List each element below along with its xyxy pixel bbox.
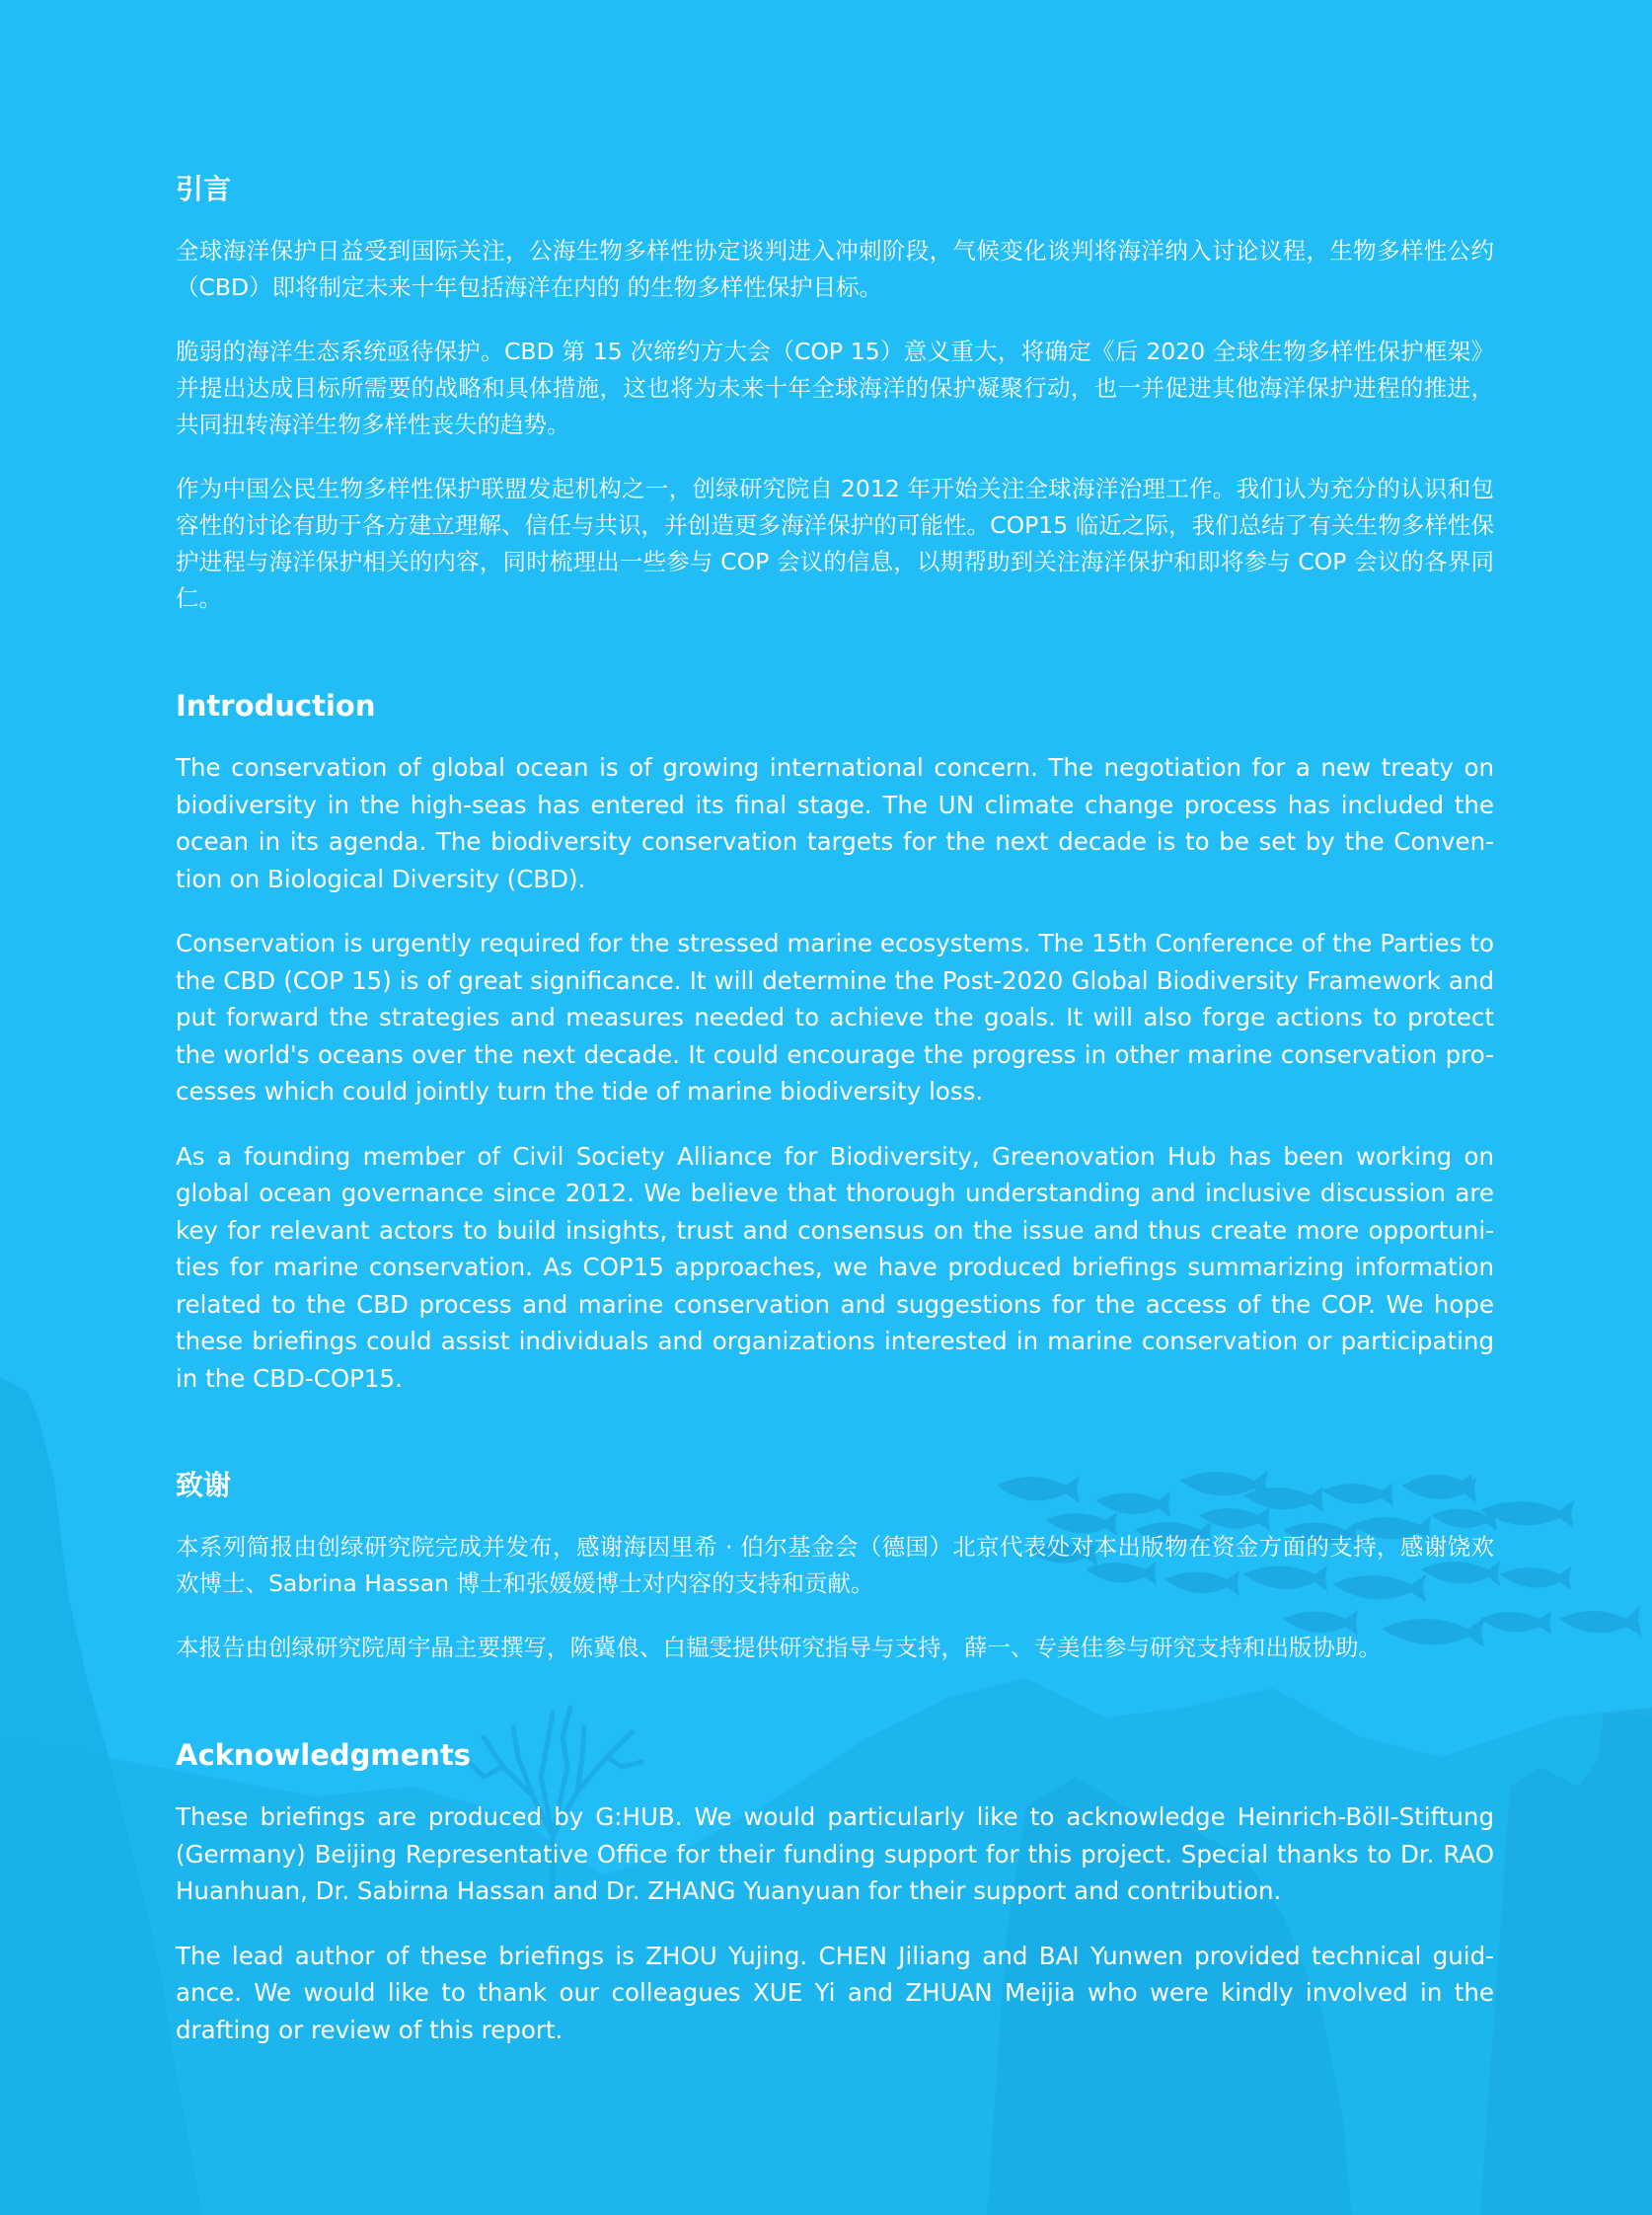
- paragraph: As a founding member of Civil Society Alliance for Biodiversity, Greenovation Hub has been working on global ocean governance since 2012. We believe that thorough understanding and inclusive discussion are key for relevant actors to build insights, trust and consensus on the issue and thus create more opportuni-ties for marine conservation. As COP15 approaches, we have produced briefings summarizing information related to the CBD process and marine conservation and suggestions for the access of the COP. We hope these briefings could assist individuals and organizations interested in marine conservation or participating in the CBD-COP15.: [176, 1141, 1494, 1393]
- paragraph: 本报告由创绿研究院周宇晶主要撰写，陈冀俍、白韫雯提供研究指导与支持，薛一、专美佳参与研究支持和出版协助。: [176, 1634, 1382, 1661]
- paragraph: 脆弱的海洋生态系统亟待保护。CBD 第 15 次缔约方大会（COP 15）意义重大，将确定《后 2020 全球生物多样性保护框架》并提出达成目标所需要的战略和具体措施，这也将为未来十年全球海洋的保护凝聚行动，也一并促进其他海洋保护进程的推进，共同扭转海洋生物多样性丧失的趋势。: [176, 338, 1494, 438]
- section-acknowledgments-cn: [176, 1466, 1494, 1666]
- paragraph: 作为中国公民生物多样性保护联盟发起机构之一，创绿研究院自 2012 年开始关注全球海洋治理工作。我们认为充分的认识和包容性的讨论有助于各方建立理解、信任与共识，并创造更多海洋保护的可能性。COP15 临近之际，我们总结了有关生物多样性保护进程与海洋保护相关的内容，同时梳理出一些参与 COP 会议的信息，以期帮助到关注海洋保护和即将参与 COP 会议的各界同仁。: [176, 475, 1494, 612]
- section-title: Introduction: [176, 689, 376, 723]
- section-acknowledgments-en: [176, 1735, 1494, 2048]
- document-body: [176, 170, 1494, 2076]
- section-title: 引言: [176, 173, 232, 205]
- section-introduction-cn: [176, 170, 1494, 617]
- paragraph: The lead author of these briefings is ZHOU Yujing. CHEN Jiliang and BAI Yunwen provided technical guid-ance. We would like to thank our colleagues XUE Yi and ZHUAN Meijia who were kindly involved in the drafting or review of this report.: [176, 1941, 1494, 2044]
- paragraph: 全球海洋保护日益受到国际关注，公海生物多样性协定谈判进入冲刺阶段，气候变化谈判将海洋纳入讨论议程，生物多样性公约（CBD）即将制定未来十年包括海洋在内的 的生物多样性保护目标。: [176, 237, 1494, 301]
- paragraph: 本系列简报由创绿研究院完成并发布，感谢海因里希 · 伯尔基金会（德国）北京代表处对本出版物在资金方面的支持，感谢饶欢欢博士、Sabrina Hassan 博士和张媛媛博士对内容的支持和贡献。: [176, 1533, 1494, 1597]
- paragraph: These briefings are produced by G:HUB. We would particularly like to acknowledge Heinrich-Böll-Stiftung (Germany) Beijing Representative Office for their funding support for this project. Special thanks to Dr. RAO Huanhuan, Dr. Sabirna Hassan and Dr. ZHANG Yuanyuan for their support and contribution.: [176, 1802, 1494, 1905]
- section-title: Acknowledgments: [176, 1738, 472, 1772]
- paragraph: Conservation is urgently required for the stressed marine ecosystems. The 15th Conference of the Parties to the CBD (COP 15) is of great significance. It will determine the Post-2020 Global Biodiversity Framework and put forward the strategies and measures needed to achieve the goals. It will also forge actions to protect the world's oceans over the next decade. It could encourage the progress in other marine conservation pro-cesses which could jointly turn the tide of marine biodiversity loss.: [176, 929, 1494, 1106]
- paragraph: The conservation of global ocean is of growing international concern. The negotiation for a new treaty on biodiversity in the high-seas has entered its final stage. The UN climate change process has included the ocean in its agenda. The biodiversity conservation targets for the next decade is to be set by the Conven-tion on Biological Diversity (CBD).: [176, 753, 1494, 893]
- section-introduction-en: [176, 686, 1494, 1397]
- section-title: 致谢: [176, 1469, 232, 1501]
